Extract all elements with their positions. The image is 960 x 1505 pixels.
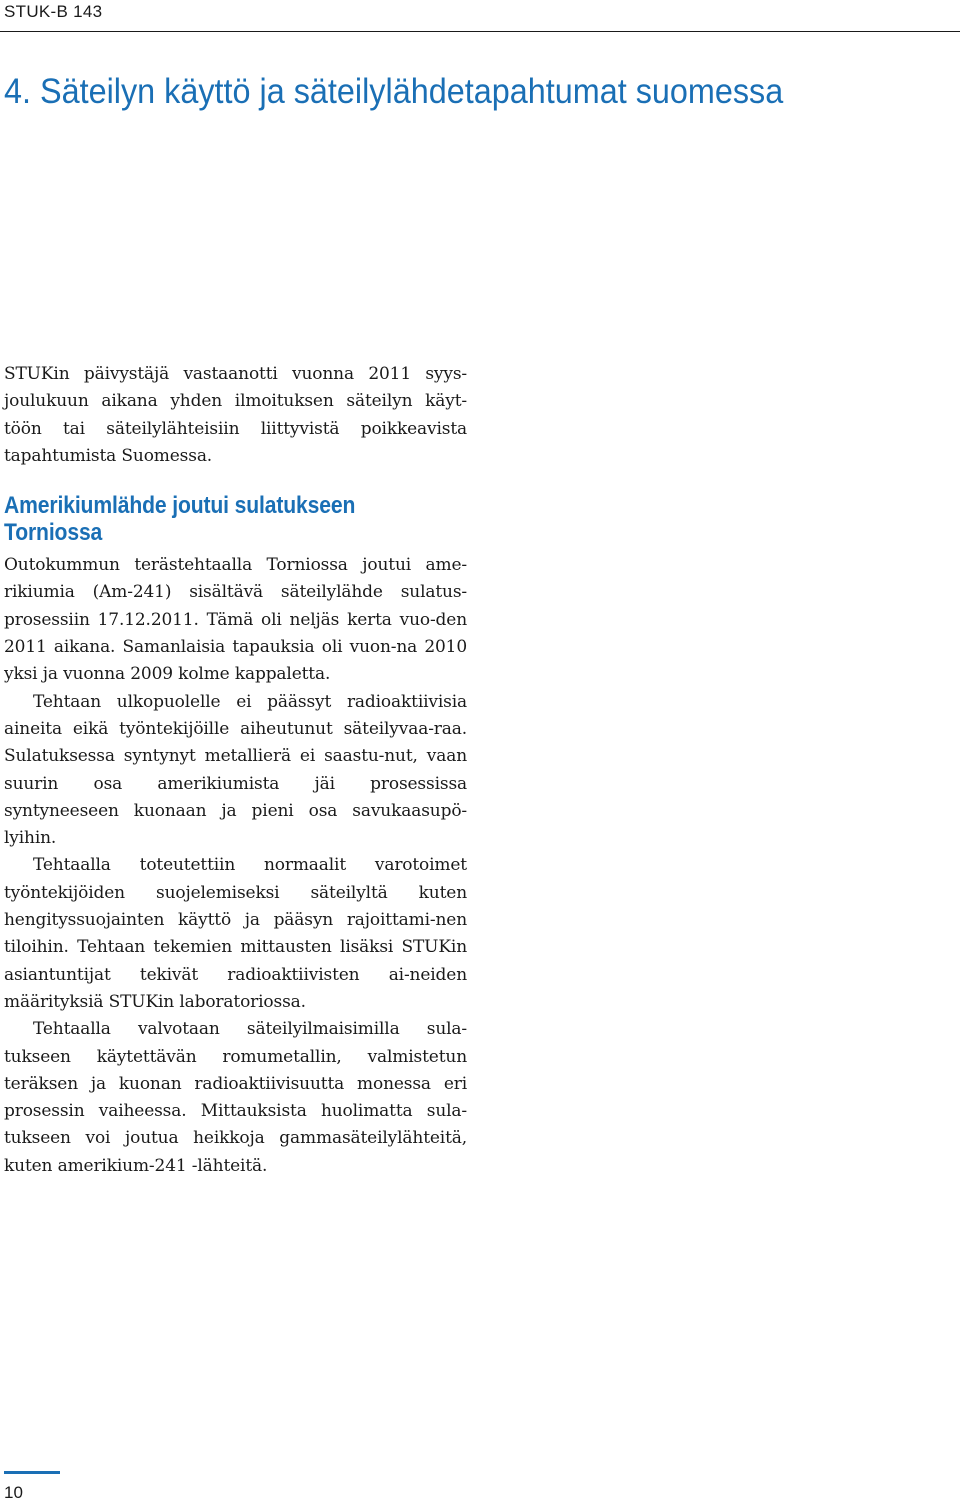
page-number: 10	[4, 1483, 23, 1502]
footer-accent-rule	[4, 1471, 60, 1474]
body-paragraph-1: Outokummun terästehtaalla Torniossa joutui ame-rikiumia (Am-241) sisältävä säteilylähde sulatus-prosessiin 17.12.2011. Tämä oli neljäs kerta vuo-den 2011 aikana. Samanlaisia tapauksia oli vuon-na 2010 yksi ja vuonna 2009 kolme kappaletta.	[4, 555, 467, 685]
section-heading: Amerikiumlähde joutui sulatukseen Torniossa	[4, 492, 356, 547]
body-paragraph-3: Tehtaalla toteutettiin normaalit varotoimet työntekijöiden suojelemiseksi säteilyltä kuten hengityssuojainten käyttö ja pääsyn rajoittami-nen tiloihin. Tehtaan tekemien mittausten lisäksi STUKin asiantuntijat tekivät radioaktiivisten ai-neiden määrityksiä STUKin laboratoriossa.	[4, 855, 467, 1012]
text-column	[4, 361, 467, 1180]
body-paragraph-2: Tehtaan ulkopuolelle ei päässyt radioaktiivisia aineita eikä työntekijöille aiheutunut säteilyvaa-raa. Sulatuksessa syntynyt metallierä ei saastu-nut, vaan suurin osa amerikiumista jäi prosessissa syntyneeseen kuonaan ja pieni osa savukaasupö-lyihin.	[4, 691, 467, 849]
body-paragraph-4: Tehtaalla valvotaan säteilyilmaisimilla sula-tukseen käytettävän romumetallin, valmistetun teräksen ja kuonan radioaktiivisuutta monessa eri prosessin vaiheessa. Mittauksista huolimatta sula-tukseen voi joutua heikkoja gammasäteilylähteitä, kuten amerikium-241 -lähteitä.	[4, 1019, 467, 1176]
header-rule	[0, 31, 960, 32]
running-head: STUK-B 143	[4, 2, 103, 21]
intro-paragraph: STUKin päivystäjä vastaanotti vuonna 2011 syys-joulukuun aikana yhden ilmoituksen säteilyn käyt-töön tai säteilylähteisiin liittyvistä poikkeavista tapahtumista Suomessa.	[4, 364, 467, 466]
chapter-title: 4. Säteilyn käyttö ja säteilylähdetapahtumat suomessa	[4, 72, 784, 111]
